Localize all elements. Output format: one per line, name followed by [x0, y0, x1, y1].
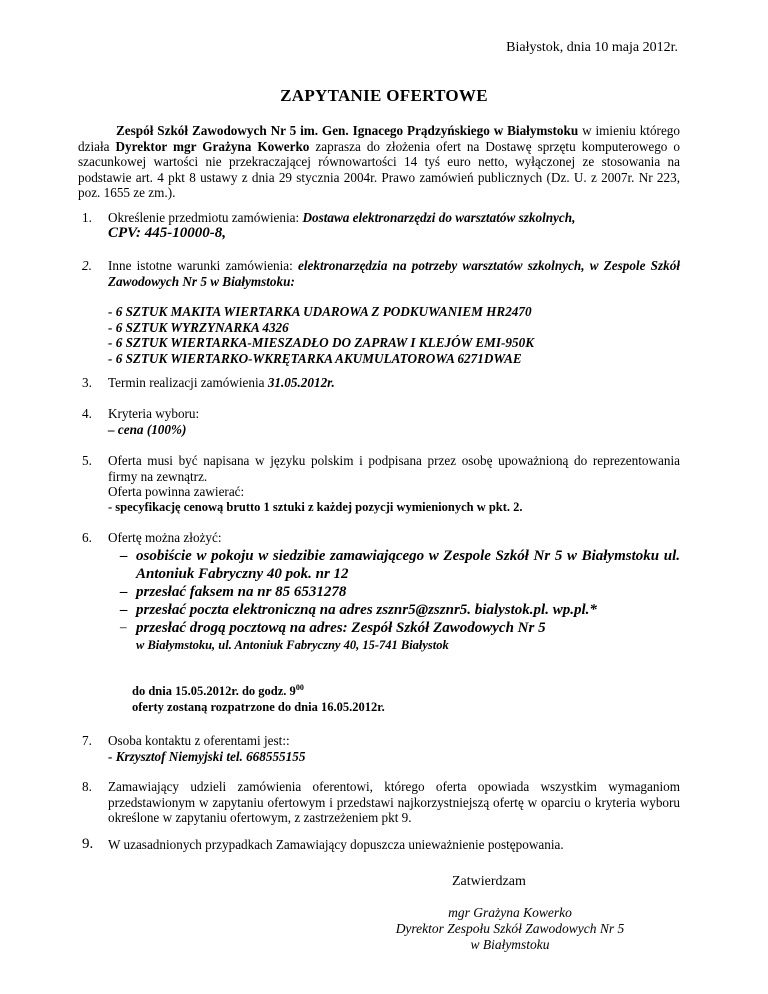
- signer-role: Dyrektor Zespołu Szkół Zawodowych Nr 5: [395, 921, 625, 936]
- submission-deadline: do dnia 15.05.2012r. do godz. $9^{00}$ oferty zostaną rozpatrzone do dnia 16.05.2012r.: [132, 682, 385, 714]
- award-text: Zamawiający udzieli zamówienia oferentowi, którego oferta opowiada wszystkim wymaganiom przedstawionym w zapytaniu ofertowym i przedstawi najkorzystniejszą ofertę w oparciu o kryteria wyboru określone w zapytaniu ofertowym, z zastrzeżeniem pkt 9.: [108, 779, 680, 825]
- item-1: [82, 210, 680, 241]
- approval-label: Zatwierdzam: [452, 874, 526, 889]
- item-label: Inne istotne warunki zamówienia:: [108, 258, 299, 273]
- item-7: [82, 733, 680, 764]
- item-number: 6.: [82, 530, 92, 545]
- offer-contents-spec: - specyfikację cenową brutto 1 sztuki z każdej pozycji wymienionych w pkt. 2.: [108, 499, 523, 514]
- item-number: 4.: [82, 406, 92, 421]
- contact-person: - Krzysztof Niemyjski tel. 668555155: [108, 748, 306, 764]
- list-item: – przesłać faksem na nr 85 6531278: [120, 583, 347, 600]
- order-subject: Dostawa elektronarzędzi do warsztatów szkolnych,: [302, 210, 576, 225]
- list-item: – przesłać drogą pocztową na adres: Zespół Szkół Zawodowych Nr 5 w Białymstoku, ul. Antoniuk Fabryczny 40, 15-741 Białystok: [120, 618, 546, 652]
- intro-text-2: zaprasza do złożenia ofert na Dostawę sprzętu komputerowego o szacunkowej wartości nie przekraczającej równowartości 14 tyś euro netto, wyłączonej ze stosowania na podstawie art. 4 pkt 8 ustawy z dnia 29 stycznia 2004r. Prawo zamówień publicznych (Dz. U. z 2007r. Nr 223, poz. 1655 ze zm.).: [78, 138, 681, 200]
- submission-options: [108, 547, 680, 654]
- intro-text-1: w imieniu którego działa: [78, 123, 680, 154]
- item-5: [82, 453, 680, 515]
- hour-superscript: 00: [295, 682, 304, 692]
- item-label: Określenie przedmiotu zamówienia:: [108, 210, 303, 225]
- item-number: 7.: [82, 733, 92, 748]
- item-label: Osoba kontaktu z oferentami jest::: [108, 733, 290, 748]
- document-title: ZAPYTANIE OFERTOWE: [280, 86, 488, 105]
- review-deadline: oferty zostaną rozpatrzone do dnia 16.05.2012r.: [132, 699, 385, 714]
- cpv-code: CPV: 445-10000-8,: [108, 224, 227, 241]
- intro-paragraph: [78, 123, 680, 201]
- list-item: - 6 SZTUK WIERTARKA-MIESZADŁO DO ZAPRAW I KLEJÓW EMI-950K: [108, 335, 535, 350]
- list-item: - 6 SZTUK MAKITA WIERTARKA UDAROWA Z PODKUWANIEM HR2470: [108, 304, 532, 319]
- item-number: 5.: [82, 453, 92, 468]
- item-2: [82, 258, 680, 366]
- item-number: 8.: [82, 779, 92, 794]
- completion-deadline: 31.05.2012r.: [267, 375, 335, 390]
- item-number: 3.: [82, 375, 92, 390]
- item-9: [82, 836, 680, 853]
- selection-criterion: cena (100%): [114, 421, 187, 437]
- signature-block: [360, 905, 660, 953]
- order-conditions: elektronarzędzia na potrzeby warsztatów szkolnych, w Zespole Szkół Zawodowych Nr 5 w Białymstoku:: [108, 258, 680, 289]
- item-6: [82, 530, 680, 653]
- item-label: Ofertę można złożyć:: [108, 530, 222, 545]
- document-date: Białystok, dnia 10 maja 2012r.: [506, 40, 678, 55]
- item-number: 2.: [82, 258, 92, 273]
- list-item: - 6 SZTUK WIERTARKO-WKRĘTARKA AKUMULATOROWA 6271DWAE: [108, 350, 522, 366]
- list-dash: –: [120, 601, 128, 618]
- item-8: [82, 779, 680, 826]
- list-dash: –: [120, 618, 127, 634]
- offer-language-text: Oferta musi być napisana w języku polskim i podpisana przez osobę upoważnioną do reprezentowania firmy na zewnątrz.: [108, 453, 680, 484]
- criterion-dash: –: [108, 421, 115, 437]
- annulment-text: W uzasadnionych przypadkach Zamawiający dopuszcza unieważnienie postępowania.: [108, 837, 564, 852]
- item-number: 9.: [82, 836, 94, 852]
- item-4: [82, 406, 680, 437]
- list-dash: –: [120, 547, 128, 564]
- signer-city: w Białymstoku: [470, 937, 550, 952]
- list-item: – osobiście w pokoju w siedzibie zamawiającego w Zespole Szkół Nr 5 w Białymstoku ul. Antoniuk Fabryczny 40 pok. nr 12: [120, 547, 680, 582]
- item-number: 1.: [82, 210, 92, 225]
- product-list: [108, 304, 680, 366]
- signer-name: mgr Grażyna Kowerko: [448, 905, 572, 920]
- list-dash: –: [120, 583, 128, 600]
- item-label: Termin realizacji zamówienia: [108, 375, 268, 390]
- offer-contents-label: Oferta powinna zawierać:: [108, 484, 245, 499]
- list-item: - 6 SZTUK WYRZYNARKA 4326: [108, 319, 289, 335]
- list-item: – przesłać poczta elektroniczną na adres zsznr5@zsznr5. bialystok.pl. wp.pl.*: [120, 601, 597, 618]
- item-3: [82, 375, 680, 391]
- director-name: Dyrektor mgr Grażyna Kowerko: [115, 138, 310, 154]
- item-label: Kryteria wyboru:: [108, 406, 200, 421]
- organization-name: Zespół Szkół Zawodowych Nr 5 im. Gen. Ignacego Prądzyńskiego w Białymstoku: [116, 123, 579, 138]
